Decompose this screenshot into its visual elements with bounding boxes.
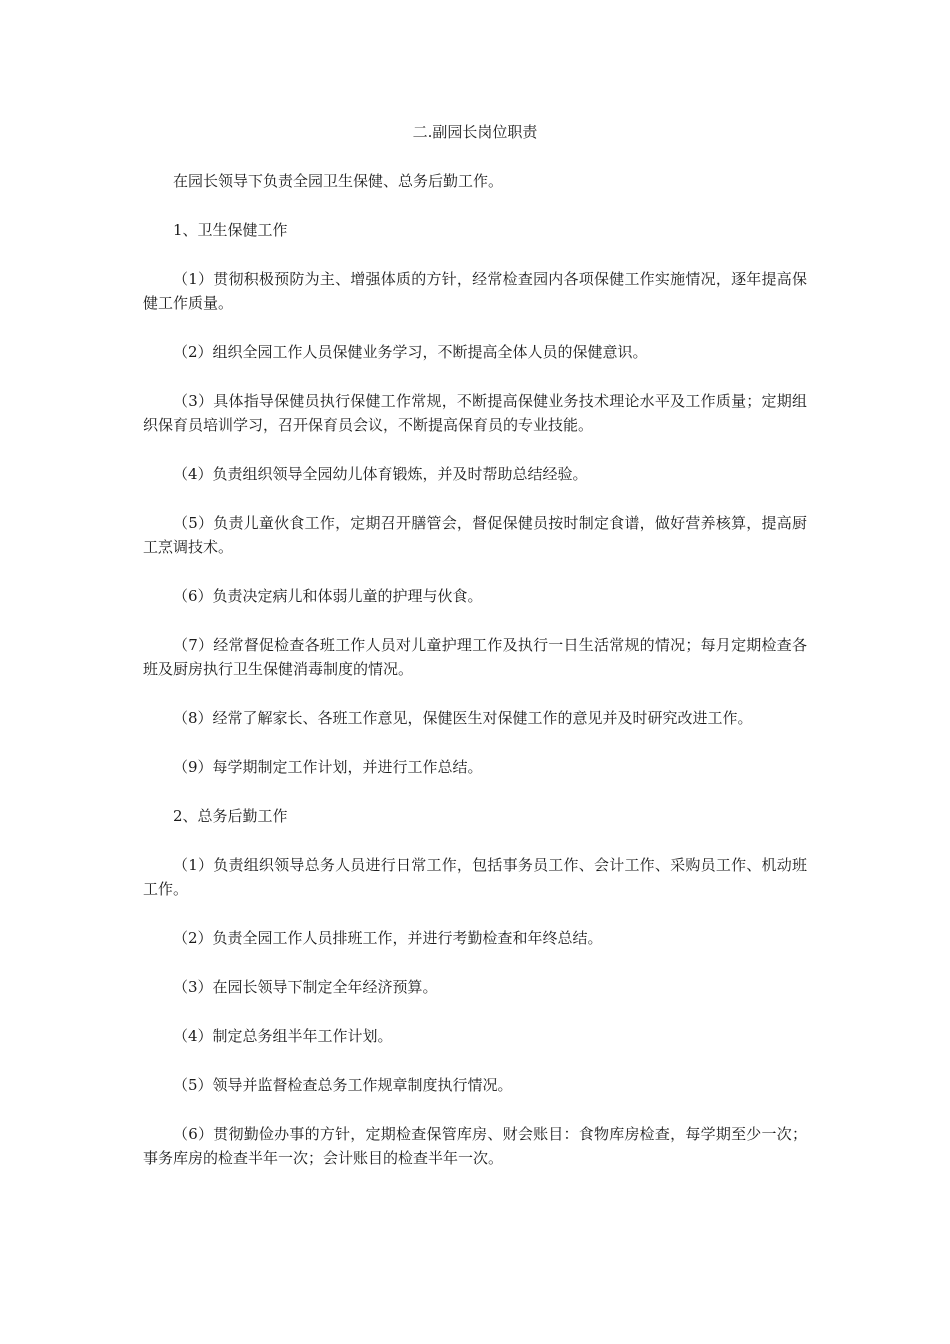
logistics-item: （6）贯彻勤俭办事的方针，定期检查保管库房、财会账目：食物库房检查，每学期至少一次；事务库房的检查半年一次；会计账目的检查半年一次。: [143, 1125, 807, 1167]
health-item: （5）负责儿童伙食工作，定期召开膳管会，督促保健员按时制定食谱，做好营养核算，提高厨工烹调技术。: [143, 514, 807, 556]
health-item: （3）具体指导保健员执行保健工作常规，不断提高保健业务技术理论水平及工作质量；定期组织保育员培训学习，召开保育员会议，不断提高保育员的专业技能。: [143, 392, 807, 434]
logistics-item: （3）在园长领导下制定全年经济预算。: [173, 978, 438, 996]
intro-paragraph: 在园长领导下负责全园卫生保健、总务后勤工作。: [173, 172, 504, 190]
section-heading-health: 1、卫生保健工作: [173, 221, 288, 239]
health-item: （7）经常督促检查各班工作人员对儿童护理工作及执行一日生活常规的情况；每月定期检查各班及厨房执行卫生保健消毒制度的情况。: [143, 636, 807, 678]
health-item: （9）每学期制定工作计划，并进行工作总结。: [173, 758, 483, 776]
health-item: （4）负责组织领导全园幼儿体育锻炼，并及时帮助总结经验。: [173, 465, 588, 483]
logistics-item: （4）制定总务组半年工作计划。: [173, 1027, 393, 1045]
health-item: （2）组织全园工作人员保健业务学习，不断提高全体人员的保健意识。: [173, 343, 648, 361]
health-item: （1）贯彻积极预防为主、增强体质的方针，经常检查园内各项保健工作实施情况，逐年提高保健工作质量。: [143, 270, 807, 312]
health-item: （8）经常了解家长、各班工作意见，保健医生对保健工作的意见并及时研究改进工作。: [173, 709, 753, 727]
logistics-item: （1）负责组织领导总务人员进行日常工作，包括事务员工作、会计工作、采购员工作、机动班工作。: [143, 856, 807, 898]
section-heading-logistics: 2、总务后勤工作: [173, 807, 288, 825]
logistics-item: （2）负责全园工作人员排班工作，并进行考勤检查和年终总结。: [173, 929, 603, 947]
document-body: [143, 120, 807, 1195]
document-title: 二.副园长岗位职责: [412, 123, 538, 141]
logistics-item: （5）领导并监督检查总务工作规章制度执行情况。: [173, 1076, 513, 1094]
health-item: （6）负责决定病儿和体弱儿童的护理与伙食。: [173, 587, 483, 605]
